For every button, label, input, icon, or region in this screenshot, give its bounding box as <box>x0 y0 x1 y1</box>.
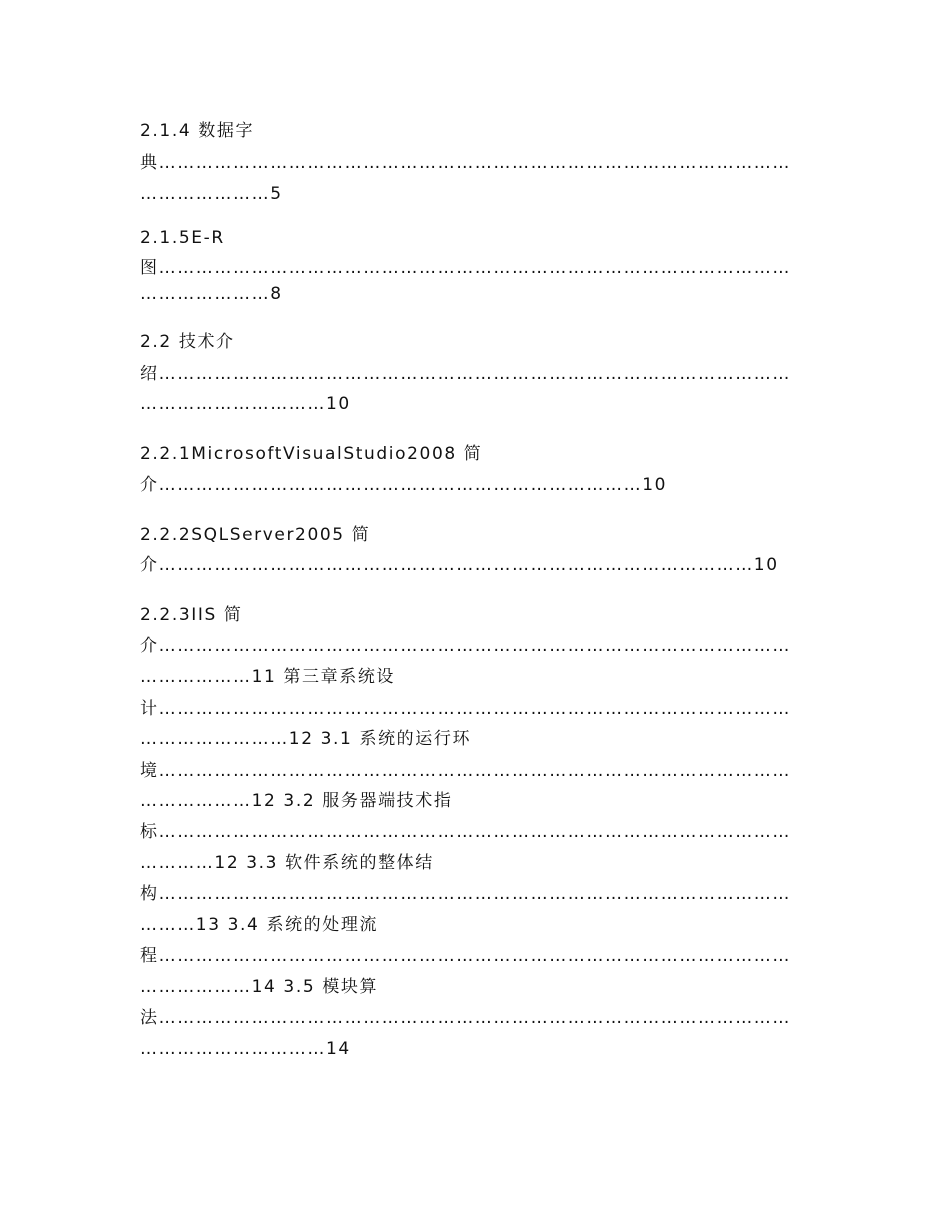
toc-heading-2-2-1: 2.2.1MicrosoftVisualStudio2008 简 <box>140 444 483 464</box>
toc-page-number-line: ………………11 第三章系统设 <box>140 667 396 687</box>
toc-leader-line: 图………………………………………………………………………………………… <box>140 258 791 278</box>
toc-leader-line: 构………………………………………………………………………………………… <box>140 884 791 904</box>
toc-page-number-line: ………………12 3.2 服务器端技术指 <box>140 791 453 811</box>
toc-leader-line: 程………………………………………………………………………………………… <box>140 946 791 966</box>
toc-heading-2-2: 2.2 技术介 <box>140 332 235 352</box>
toc-leader-line: 介……………………………………………………………………………………10 <box>140 555 779 575</box>
toc-page-number-line: …………12 3.3 软件系统的整体结 <box>140 853 434 873</box>
toc-page-number-line: ……………………12 3.1 系统的运行环 <box>140 729 472 749</box>
toc-page-number-line: ………13 3.4 系统的处理流 <box>140 915 379 935</box>
toc-page-number-line: …………………………10 <box>140 394 351 414</box>
toc-page-number-line: …………………5 <box>140 184 283 204</box>
toc-page-number-line: …………………………14 <box>140 1039 351 1059</box>
toc-heading-2-2-2: 2.2.2SQLServer2005 简 <box>140 525 371 545</box>
toc-leader-line: 介……………………………………………………………………10 <box>140 475 668 495</box>
toc-page-number-line: ………………14 3.5 模块算 <box>140 977 379 997</box>
toc-leader-line: 法………………………………………………………………………………………… <box>140 1008 791 1028</box>
toc-leader-line: 境………………………………………………………………………………………… <box>140 761 791 781</box>
toc-leader-line: 介………………………………………………………………………………………… <box>140 636 791 656</box>
toc-leader-line: 典………………………………………………………………………………………… <box>140 153 791 173</box>
toc-heading-2-1-4: 2.1.4 数据字 <box>140 121 255 141</box>
toc-heading-2-1-5: 2.1.5E-R <box>140 228 225 248</box>
toc-leader-line: 绍………………………………………………………………………………………… <box>140 364 791 384</box>
toc-leader-line: 计………………………………………………………………………………………… <box>140 699 791 719</box>
toc-leader-line: 标………………………………………………………………………………………… <box>140 822 791 842</box>
toc-page-number-line: …………………8 <box>140 284 283 304</box>
toc-heading-2-2-3: 2.2.3IIS 简 <box>140 605 243 625</box>
